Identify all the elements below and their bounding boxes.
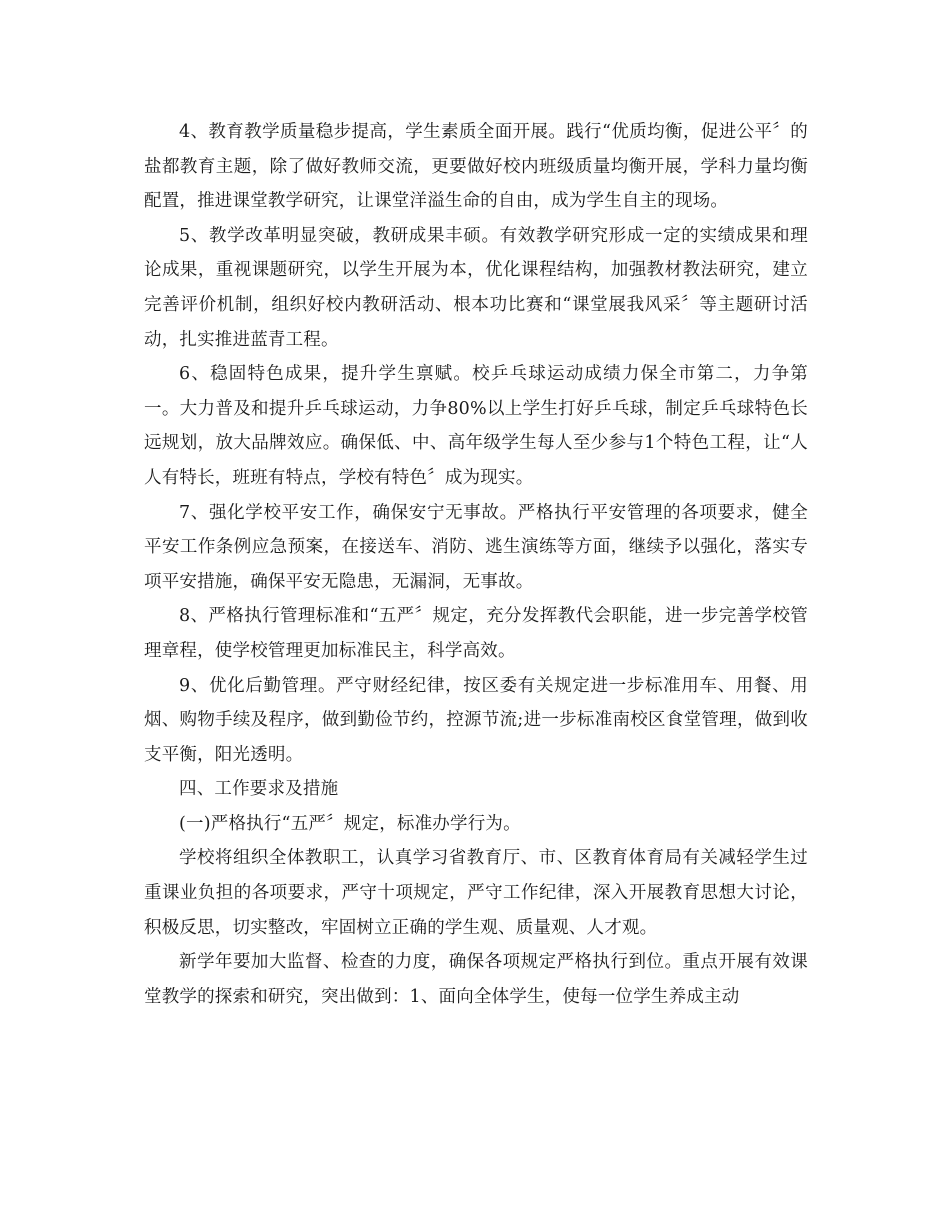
section-heading: 四、工作要求及措施	[179, 779, 339, 800]
subsection-heading: (一)严格执行“五严〞规定，标准办学行为。	[179, 813, 521, 834]
document-body	[144, 115, 808, 1014]
paragraph-features: 6、稳固特色成果，提升学生禀赋。校乒乓球运动成绩力保全市第二，力争第一。大力普及和提升乒乓球运动，力争80%以上学生打好乒乓球，制定乒乓球特色长远规划，放大品牌效应。确保低、中、高年级学生每人至少参与1个特色工程，让“人人有特长，班班有特点，学校有特色〞成为现实。	[144, 364, 808, 488]
paragraph-reform: 5、教学改革明显突破，教研成果丰硕。有效教学研究形成一定的实绩成果和理论成果，重视课题研究，以学生开展为本，优化课程结构，加强教材教法研究，建立完善评价机制，组织好校内教研活动、根本功比赛和“课堂展我风采〞等主题研讨活动，扎实推进蓝青工程。	[144, 225, 808, 350]
paragraph-logistics: 9、优化后勤管理。严守财经纪律，按区委有关规定进一步标准用车、用餐、用烟、购物手续及程序，做到勤俭节约，控源节流;进一步标准南校区食堂管理，做到收支平衡，阳光透明。	[144, 675, 808, 765]
paragraph-quality: 4、教育教学质量稳步提高，学生素质全面开展。践行“优质均衡，促进公平〞的盐都教育主题，除了做好教师交流，更要做好校内班级质量均衡开展，学科力量均衡配置，推进课堂教学研究，让课堂洋溢生命的自由，成为学生自主的现场。	[144, 122, 808, 212]
paragraph-safety: 7、强化学校平安工作，确保安宁无事故。严格执行平安管理的各项要求，健全平安工作条例应急预案，在接送车、消防、逃生演练等方面，继续予以强化，落实专项平安措施，确保平安无隐患，无漏洞，无事故。	[144, 502, 808, 592]
paragraph-management: 8、严格执行管理标准和“五严〞规定，充分发挥教代会职能，进一步完善学校管理章程，使学校管理更加标准民主，科学高效。	[144, 606, 808, 661]
paragraph-supervision: 新学年要加大监督、检查的力度，确保各项规定严格执行到位。重点开展有效课堂教学的探索和研究，突出做到：1、面向全体学生，使每一位学生养成主动	[144, 952, 808, 1007]
paragraph-study: 学校将组织全体教职工，认真学习省教育厅、市、区教育体育局有关减轻学生过重课业负担的各项要求，严守十项规定，严守工作纪律，深入开展教育思想大讨论，积极反思，切实整改，牢固树立正确的学生观、质量观、人才观。	[144, 848, 808, 938]
